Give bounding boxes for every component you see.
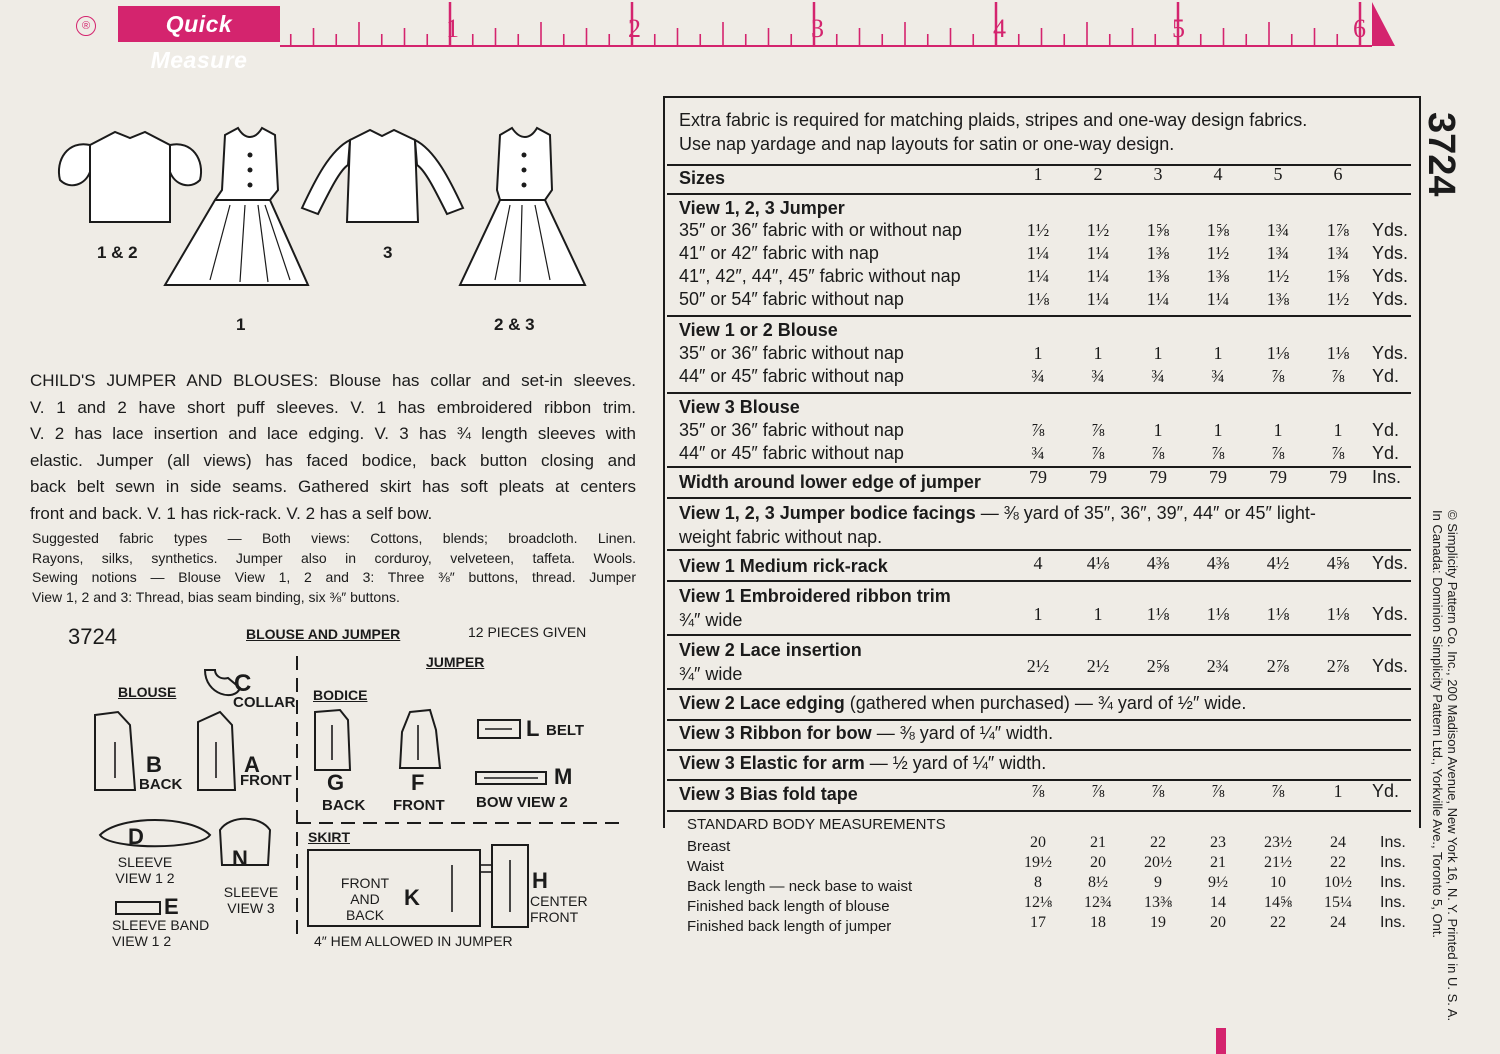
- piece-g-name: BACK: [322, 797, 366, 814]
- piece-m-letter: M: [554, 764, 573, 789]
- piece-d-letter: D: [128, 824, 144, 849]
- table-cell: 1: [1153, 420, 1163, 440]
- table-cell: 1⅛: [1026, 289, 1050, 309]
- table-cell: 1: [1213, 343, 1223, 363]
- table-cell: 20: [1210, 914, 1226, 931]
- description-line: CHILD'S JUMPER AND BLOUSES: Blouse has collar and set-in sleeves.: [30, 371, 636, 390]
- table-cell: 79: [1089, 467, 1107, 487]
- table-cell: 1¼: [1026, 243, 1050, 263]
- table-cell: 1⅜: [1266, 289, 1290, 309]
- table-cell: 1: [1093, 604, 1103, 624]
- table-cell: 4⅜: [1206, 553, 1230, 573]
- table-cell: 2⅝: [1146, 656, 1170, 676]
- table-cell: ⅞: [1091, 420, 1105, 440]
- divider: [667, 392, 1411, 394]
- unit-label: Yds.: [1372, 220, 1409, 240]
- table-cell: 79: [1209, 467, 1227, 487]
- piece-g-letter: G: [327, 770, 345, 795]
- row-label: 41″ or 42″ fabric with nap: [679, 243, 879, 263]
- size-header: 4: [1213, 164, 1223, 184]
- jumper-section-title: View 1, 2, 3 Jumper: [679, 198, 845, 218]
- divider: [667, 688, 1411, 690]
- ribbon-trim-sub: ¾″ wide: [679, 610, 743, 630]
- table-cell: ⅞: [1271, 781, 1285, 801]
- table-note-1: Extra fabric is required for matching plaids, stripes and one-way design fabrics.: [679, 110, 1308, 130]
- table-cell: 1½: [1326, 289, 1350, 309]
- table-cell: 1¾: [1266, 243, 1290, 263]
- table-cell: 2⅞: [1266, 656, 1290, 676]
- table-cell: 1⅝: [1146, 220, 1170, 240]
- table-cell: 1: [1153, 343, 1163, 363]
- divider: [667, 549, 1411, 551]
- table-cell: 20½: [1144, 854, 1172, 871]
- piece-h-name: CENTER FRONT: [530, 893, 588, 925]
- jumper-label: JUMPER: [426, 654, 485, 670]
- table-cell: ¾: [1151, 366, 1165, 386]
- table-note-2: Use nap yardage and nap layouts for satin or one-way design.: [679, 134, 1175, 154]
- ruler-number-6: 6: [1353, 14, 1366, 43]
- table-cell: 15¼: [1324, 894, 1352, 911]
- table-cell: 19½: [1024, 854, 1052, 871]
- piece-b-letter: B: [146, 752, 162, 777]
- table-cell: 14: [1210, 894, 1226, 911]
- illustration-label-1-2: 1 & 2: [97, 243, 138, 262]
- row-label: Finished back length of jumper: [687, 918, 892, 935]
- fabric-types-line: Suggested fabric types — Both views: Cottons, blends; broadcloth. Linen.: [32, 530, 636, 546]
- blouse12-section-title: View 1 or 2 Blouse: [679, 320, 838, 340]
- ruler-number-5: 5: [1172, 14, 1185, 43]
- piece-d-name: SLEEVE VIEW 1 2: [115, 854, 175, 886]
- table-cell: 20: [1030, 834, 1046, 851]
- table-cell: 1⅛: [1266, 604, 1290, 624]
- table-cell: 1½: [1086, 220, 1110, 240]
- table-cell: 19: [1150, 914, 1166, 931]
- description-line: back belt sewn in side seams. Gathered skirt has soft pleats at centers: [30, 477, 636, 496]
- unit-label: Yds.: [1372, 343, 1409, 363]
- illustration-label-2-3: 2 & 3: [494, 315, 535, 334]
- table-cell: 12⅛: [1024, 894, 1052, 911]
- table-cell: ¾: [1091, 366, 1105, 386]
- table-cell: 8: [1034, 874, 1042, 891]
- unit-label: Ins.: [1380, 854, 1406, 871]
- unit-label: Yds.: [1372, 553, 1409, 573]
- table-cell: ⅞: [1091, 781, 1105, 801]
- size-header: 3: [1153, 164, 1163, 184]
- width-label: Width around lower edge of jumper: [679, 472, 981, 492]
- table-cell: 2½: [1026, 656, 1050, 676]
- ribbon-trim-label: View 1 Embroidered ribbon trim: [679, 586, 951, 606]
- table-cell: 79: [1329, 467, 1347, 487]
- row-label: 35″ or 36″ fabric with or without nap: [679, 220, 962, 240]
- table-cell: 1⅝: [1326, 266, 1350, 286]
- divider: [667, 497, 1411, 499]
- piece-b-name: BACK: [139, 776, 183, 793]
- divider: [667, 580, 1411, 582]
- table-cell: ⅞: [1151, 781, 1165, 801]
- bias-label: View 3 Bias fold tape: [679, 784, 858, 804]
- piece-a-letter: A: [244, 752, 260, 777]
- piece-f-name: FRONT: [393, 797, 445, 814]
- unit-label: Ins.: [1380, 894, 1406, 911]
- table-cell: 1½: [1206, 243, 1230, 263]
- sizes-label: Sizes: [679, 168, 726, 188]
- sewing-notions: [32, 567, 636, 607]
- row-label: 35″ or 36″ fabric without nap: [679, 343, 904, 363]
- divider: [667, 719, 1411, 721]
- table-cell: 1¼: [1206, 289, 1230, 309]
- piece-a-name: FRONT: [240, 772, 292, 789]
- divider: [667, 193, 1411, 195]
- description-line: elastic. Jumper (all views) has faced bodice, back button closing and: [30, 450, 636, 470]
- piece-e-name: SLEEVE BAND VIEW 1 2: [112, 917, 210, 949]
- table-cell: 2½: [1086, 656, 1110, 676]
- row-label: 35″ or 36″ fabric without nap: [679, 420, 904, 440]
- lace-insertion-label: View 2 Lace insertion: [679, 640, 862, 660]
- table-cell: 2¾: [1206, 656, 1230, 676]
- table-cell: 79: [1029, 467, 1047, 487]
- row-label: 44″ or 45″ fabric without nap: [679, 366, 904, 386]
- table-cell: 1¾: [1266, 220, 1290, 240]
- facings-row-2: weight fabric without nap.: [679, 527, 883, 547]
- table-cell: 14⅝: [1264, 894, 1292, 911]
- table-cell: 4⅝: [1326, 553, 1350, 573]
- unit-label: Yds.: [1372, 289, 1409, 309]
- notions-line: View 1, 2 and 3: Thread, bias seam binding, six ⅜″ buttons.: [32, 589, 400, 605]
- facings-row: View 1, 2, 3 Jumper bodice facings — ⅜ yard of 35″, 36″, 39″, 44″ or 45″ light-: [679, 503, 1316, 523]
- notions-line: Sewing notions — Blouse View 1, 2 and 3: Three ⅜″ buttons, thread. Jumper: [32, 569, 636, 585]
- row-label: Breast: [687, 838, 731, 855]
- table-cell: ⅞: [1211, 443, 1225, 463]
- table-cell: 1½: [1266, 266, 1290, 286]
- table-cell: ⅞: [1271, 366, 1285, 386]
- size-header: 2: [1093, 164, 1103, 184]
- table-cell: 1¼: [1146, 289, 1170, 309]
- table-cell: 1⅜: [1146, 266, 1170, 286]
- side-pattern-number: 3724: [1420, 112, 1462, 197]
- unit-label: Ins.: [1380, 874, 1406, 891]
- divider: [667, 315, 1411, 317]
- piece-h-letter: H: [532, 868, 548, 893]
- piece-n-letter: N: [232, 846, 248, 871]
- table-cell: 1¾: [1326, 243, 1350, 263]
- table-cell: 21: [1090, 834, 1106, 851]
- unit-label: Yds.: [1372, 243, 1409, 263]
- ruler-number-1: 1: [446, 14, 459, 43]
- unit-label: Yd.: [1372, 443, 1400, 463]
- ruler-number-3: 3: [811, 14, 824, 43]
- piece-c-letter: C: [234, 670, 252, 697]
- table-cell: 1¼: [1026, 266, 1050, 286]
- piece-c-name: COLLAR: [233, 694, 296, 711]
- blouse-label: BLOUSE: [118, 684, 177, 700]
- table-cell: 9½: [1208, 874, 1228, 891]
- table-cell: 1⅝: [1206, 220, 1230, 240]
- table-cell: 22: [1270, 914, 1286, 931]
- table-cell: 1: [1333, 420, 1343, 440]
- table-cell: ⅞: [1331, 443, 1345, 463]
- table-cell: 1¼: [1086, 289, 1110, 309]
- row-label: 41″, 42″, 44″, 45″ fabric without nap: [679, 266, 961, 286]
- table-cell: 1½: [1026, 220, 1050, 240]
- unit-label: Yds.: [1372, 656, 1409, 676]
- table-cell: 4½: [1266, 553, 1290, 573]
- illustration-label-1: 1: [236, 315, 246, 334]
- table-cell: 20: [1090, 854, 1106, 871]
- piece-l-letter: L: [526, 716, 540, 741]
- divider: [667, 810, 1411, 812]
- table-cell: 12¾: [1084, 894, 1112, 911]
- table-cell: ⅞: [1151, 443, 1165, 463]
- table-cell: 4⅜: [1146, 553, 1170, 573]
- size-header: 6: [1333, 164, 1343, 184]
- table-cell: 1: [1033, 604, 1043, 624]
- table-cell: 1: [1273, 420, 1283, 440]
- elastic-row: View 3 Elastic for arm — ½ yard of ¼″ width.: [679, 753, 1047, 773]
- table-cell: 21: [1210, 854, 1226, 871]
- table-cell: 2⅞: [1326, 656, 1350, 676]
- size-header: 5: [1273, 164, 1283, 184]
- pieces-header: BLOUSE AND JUMPER: [246, 626, 401, 642]
- piece-m-name: BOW VIEW 2: [476, 794, 568, 811]
- ruler-edge-mark: [1216, 1028, 1226, 1054]
- ruler-number-2: 2: [628, 14, 641, 43]
- table-cell: ⅞: [1271, 443, 1285, 463]
- hem-note: 4″ HEM ALLOWED IN JUMPER: [314, 933, 513, 949]
- table-cell: 21½: [1264, 854, 1292, 871]
- table-cell: 1¼: [1086, 266, 1110, 286]
- skirt-label: SKIRT: [308, 829, 350, 845]
- bodice-label: BODICE: [313, 687, 368, 703]
- table-cell: 8½: [1088, 874, 1108, 891]
- table-cell: 24: [1330, 914, 1346, 931]
- table-cell: 1⅛: [1266, 343, 1290, 363]
- table-cell: 1⅛: [1326, 604, 1350, 624]
- ruler-number-4: 4: [993, 14, 1006, 43]
- row-label: Waist: [687, 858, 724, 875]
- table-cell: 13⅜: [1144, 894, 1172, 911]
- row-label: Back length — neck base to waist: [687, 878, 913, 895]
- table-cell: ⅞: [1211, 781, 1225, 801]
- description-line: V. 1 and 2 have short puff sleeves. V. 1 has embroidered ribbon trim.: [30, 397, 636, 417]
- table-cell: 17: [1030, 914, 1046, 931]
- description-line: V. 2 has lace insertion and lace edging. V. 3 has ¾ length sleeves with: [30, 424, 636, 443]
- ruler-end-arrow: [1372, 2, 1395, 46]
- divider: [667, 634, 1411, 636]
- table-cell: 4: [1033, 553, 1043, 573]
- table-cell: ⅞: [1091, 443, 1105, 463]
- table-cell: 1: [1213, 420, 1223, 440]
- unit-label: Ins.: [1380, 834, 1406, 851]
- table-cell: 1⅛: [1146, 604, 1170, 624]
- table-cell: 1⅜: [1146, 243, 1170, 263]
- table-cell: 1⅞: [1326, 220, 1350, 240]
- unit-label: Yds.: [1372, 604, 1409, 624]
- piece-l-name: BELT: [546, 722, 585, 739]
- table-cell: ⅞: [1031, 781, 1045, 801]
- table-cell: ¾: [1031, 366, 1045, 386]
- piece-f-letter: F: [411, 770, 425, 795]
- table-cell: 1⅛: [1206, 604, 1230, 624]
- pattern-number: 3724: [68, 624, 117, 649]
- row-label: Finished back length of blouse: [687, 898, 890, 915]
- table-cell: 1⅜: [1206, 266, 1230, 286]
- unit-label: Ins.: [1372, 467, 1402, 487]
- table-cell: 1¼: [1086, 243, 1110, 263]
- unit-label: Yds.: [1372, 266, 1409, 286]
- table-cell: 24: [1330, 834, 1346, 851]
- lace-edging-row: View 2 Lace edging (gathered when purchased) — ¾ yard of ½″ wide.: [679, 693, 1247, 713]
- table-cell: ⅞: [1331, 366, 1345, 386]
- table-cell: 22: [1330, 854, 1346, 871]
- piece-k-name: FRONT AND BACK: [340, 875, 390, 923]
- table-cell: 1: [1033, 343, 1043, 363]
- registered-mark: ®: [76, 16, 96, 36]
- illustration-label-3: 3: [383, 243, 393, 262]
- table-cell: 79: [1149, 467, 1167, 487]
- table-cell: 10: [1270, 874, 1286, 891]
- table-cell: 23½: [1264, 834, 1292, 851]
- table-cell: 10½: [1324, 874, 1352, 891]
- size-header: 1: [1033, 164, 1043, 184]
- ribbon-bow-row: View 3 Ribbon for bow — ⅜ yard of ¼″ width.: [679, 723, 1054, 743]
- table-cell: 22: [1150, 834, 1166, 851]
- blouse3-section-title: View 3 Blouse: [679, 397, 800, 417]
- unit-label: Yd.: [1372, 366, 1400, 386]
- table-cell: ¾: [1211, 366, 1225, 386]
- table-cell: 1: [1333, 781, 1343, 801]
- fabric-types-line: Rayons, silks, synthetics. Jumper also in corduroy, velveteen, taffeta. Wools.: [32, 550, 636, 566]
- fabric-types: [32, 528, 636, 568]
- quick-measure-badge: Quick Measure: [118, 6, 280, 42]
- copyright-notice: © Simplicity Pattern Co. Inc., 200 Madison Avenue, New York 16, N. Y. Printed in U. S. A. In Canada: Dominion Simplicity Pattern Ltd., Yorkville Ave., Toronto 5, Ont.: [1430, 510, 1460, 1022]
- unit-label: Yd.: [1372, 420, 1400, 440]
- table-cell: ⅞: [1031, 420, 1045, 440]
- divider: [667, 749, 1411, 751]
- table-cell: 18: [1090, 914, 1106, 931]
- table-cell: 4⅛: [1086, 553, 1110, 573]
- piece-k-letter: K: [404, 885, 420, 910]
- description-line: front and back. V. 1 has rick-rack. V. 2 has a self bow.: [30, 503, 433, 523]
- body-measurements-title: STANDARD BODY MEASUREMENTS: [687, 816, 946, 833]
- table-cell: 1⅛: [1326, 343, 1350, 363]
- table-cell: 23: [1210, 834, 1226, 851]
- pieces-count: 12 PIECES GIVEN: [468, 624, 587, 640]
- row-label: 50″ or 54″ fabric without nap: [679, 289, 904, 309]
- piece-e-letter: E: [164, 894, 179, 919]
- rickrack-label: View 1 Medium rick-rack: [679, 556, 888, 576]
- row-label: 44″ or 45″ fabric without nap: [679, 443, 904, 463]
- unit-label: Ins.: [1380, 914, 1406, 931]
- table-cell: 79: [1269, 467, 1287, 487]
- garment-description: [30, 368, 636, 527]
- table-cell: 9: [1154, 874, 1162, 891]
- unit-label: Yd.: [1372, 781, 1400, 801]
- piece-n-name: SLEEVE VIEW 3: [223, 884, 279, 916]
- table-cell: 1: [1093, 343, 1103, 363]
- table-cell: ¾: [1031, 443, 1045, 463]
- lace-insertion-sub: ¾″ wide: [679, 664, 743, 684]
